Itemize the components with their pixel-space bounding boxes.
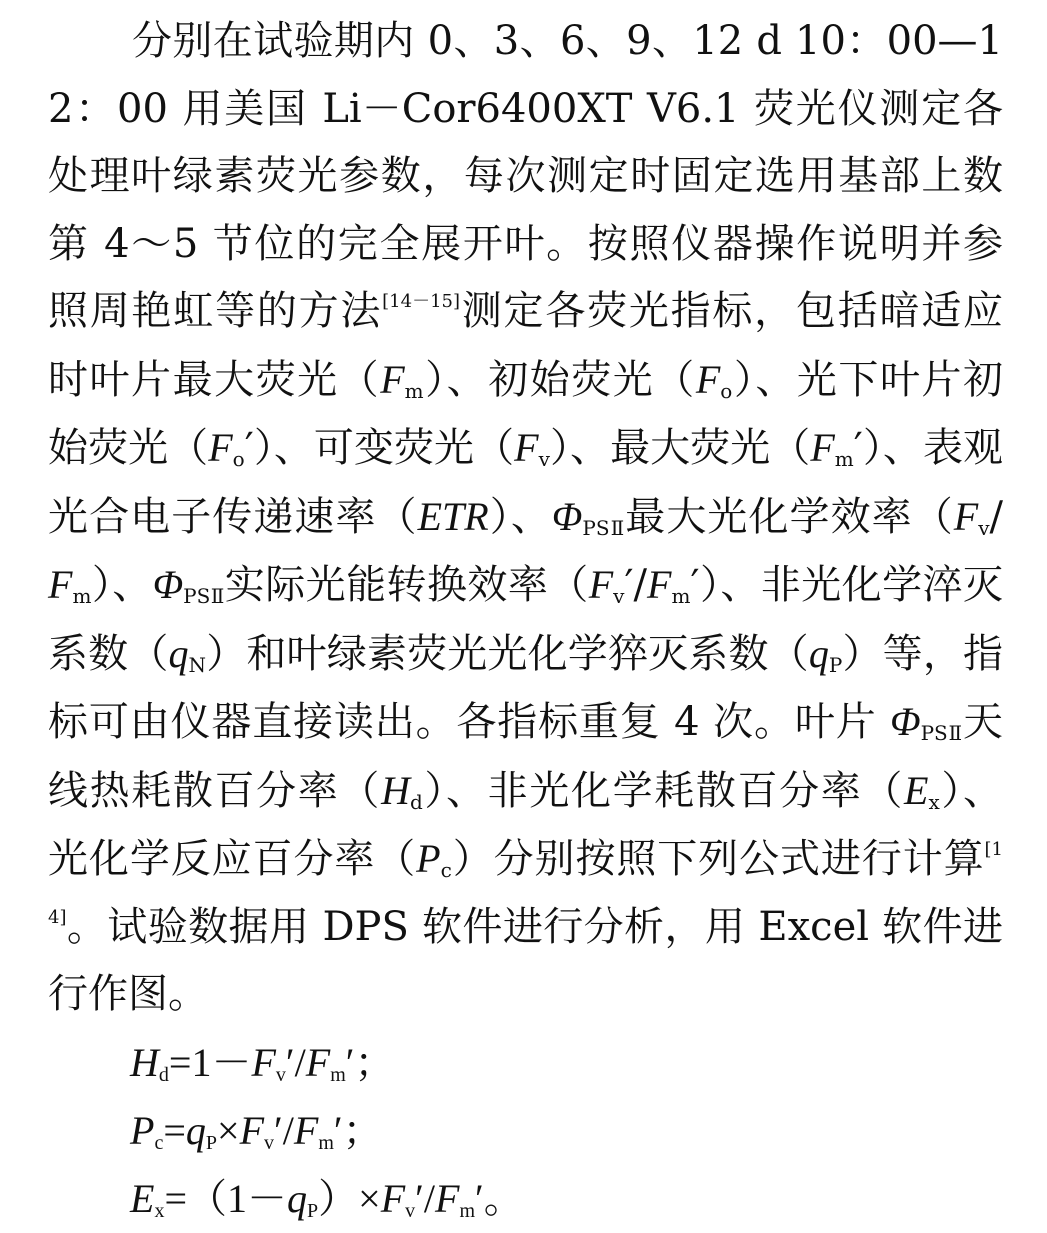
text-span: ）、 [91, 562, 153, 608]
symbol-fo-prime: $F_o$ [208, 425, 245, 471]
formula-block [48, 1029, 1003, 1233]
symbol-phi-psii: $\Phi_{PSⅡ}$ [890, 699, 963, 745]
text-span: 测定各荧光指标，包括暗适应时叶片最大荧光（ [48, 288, 1004, 403]
symbol-hd: $H_d$ [381, 767, 423, 814]
text-span: 分别在试验期内 0、3、6、9、12 d 10：00—12：00 用美国 Li－Cor6400XT V6.1 荧光仪测定各处理叶绿素荧光参数，每次测定时固定选用基部上数第 4～5 节位的完全展开叶。按照仪器操作说明并参照周艳虹等的方法 [48, 18, 1003, 334]
text-span: 。试验数据用 DPS 软件进行分析，用 Excel 软件进行作图。 [48, 903, 1003, 1017]
symbol-fv-prime-fm: $F_v'/F_m$ [588, 562, 691, 608]
symbol-ex: $E_x$ [904, 767, 940, 814]
formula-hd: $H_d=1-F_v'/F_m'$； [130, 1039, 395, 1086]
text-span: ）、最大荧光（ [549, 425, 811, 471]
methods-paragraph [48, 8, 1003, 1029]
text-span: ）、非光化学耗散百分率（ [422, 767, 905, 814]
text-span: 天线热耗散百分率（ [48, 699, 1003, 814]
formula-ex: $E_x=(1-q_P)\times F_v'/F_m'$。 [130, 1175, 524, 1222]
symbol-qn: $q_N$ [168, 630, 207, 677]
text-span: ）、光化学反应百分率（ [48, 767, 1004, 882]
symbol-pc: $P_c$ [416, 836, 452, 882]
formula-pc: $P_c=q_P\times F_v'/F_m'$； [130, 1107, 383, 1154]
symbol-fo: $F_o$ [695, 356, 733, 403]
text-span: 最大光化学效率（ [625, 493, 954, 540]
text-span: ）、 [488, 493, 552, 540]
text-span: ）等，指标可由仪器直接读出。各指标重复 4 次。叶片 [48, 630, 1004, 745]
citation: [14－15] [382, 290, 461, 312]
symbol-qp: $q_P$ [808, 630, 843, 677]
text-span: ′）、表观光合电子传递速率（ [48, 425, 1003, 540]
text-span: ）、初始荧光（ [423, 356, 696, 403]
text-span: ）和叶绿素荧光光化学猝灭系数（ [206, 630, 809, 677]
text-span: ）、光下叶片初始荧光（ [48, 356, 1004, 471]
symbol-fm-prime: $F_m$ [810, 425, 854, 471]
text-span: ′）、可变荧光（ [244, 425, 515, 471]
symbol-fv: $F_v$ [514, 425, 550, 471]
symbol-phi-psii: $\Phi_{PSⅡ}$ [551, 493, 626, 540]
symbol-phi-psii: $\Phi_{PSⅡ}$ [152, 562, 225, 608]
text-span: ）分别按照下列公式进行计算 [451, 836, 985, 882]
text-span: ′）、非光化学淬灭系数（ [48, 562, 1003, 677]
symbol-fv-fm: $F_v/F_m$ [48, 493, 1004, 608]
citation: [14] [48, 838, 1004, 928]
symbol-etr: ETR [417, 493, 489, 539]
symbol-fm: $F_m$ [380, 356, 424, 403]
text-span: 实际光能转换效率（ [224, 562, 589, 608]
